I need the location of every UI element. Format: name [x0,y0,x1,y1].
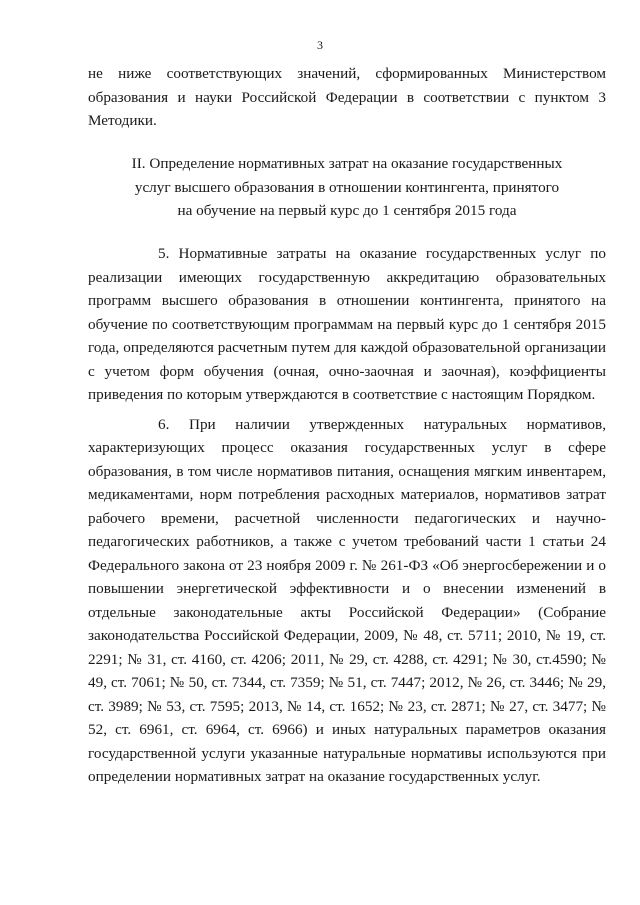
intro-paragraph: не ниже соответствующих значений, сформированных Министерством образования и науки Российской Федерации в соответствии с пунктом 3 Методики. [88,65,606,129]
section-heading [88,152,606,223]
section-heading-line-2: услуг высшего образования в отношении контингента, принятого [134,178,560,196]
section-heading-line-3: на обучение на первый курс до 1 сентября 2015 года [177,202,517,219]
paragraph-6: 6. При наличии утвержденных натуральных нормативов, характеризующих процесс оказания государственных услуг в сфере образования, в том числе нормативов питания, оснащения мягким инвентарем, медикаментами, норм потребления расходных материалов, нормативов затрат рабочего времени, расчетной численности педагогических и научно-педагогических работников, а также с учетом требований части 1 статьи 24 Федерального закона от 23 ноября 2009 г. № 261-ФЗ «Об энергосбережении и о повышении энергетической эффективности и о внесении изменений в отдельные законодательные акты Российской Федерации» (Собрание законодательства Российской Федерации, 2009, № 48, ст. 5711; 2010, № 19, ст. 2291; № 31, ст. 4160, ст. 4206; 2011, № 29, ст. 4288, ст. 4291; № 30, ст.4590; № 49, ст. 7061; № 50, ст. 7344, ст. 7359; № 51, ст. 7447; 2012, № 26, ст. 3446; № 29, ст. 3989; № 53, ст. 7595; 2013, № 14, ст. 1652; № 23, ст. 2871; № 27, ст. 3477; № 52, ст. 6961, ст. 6964, ст. 6966) и иных натуральных параметров оказания государственной услуги указанные натуральные нормативы используются при определении нормативных затрат на оказание государственных услуг. [88,415,606,785]
body-block [88,242,606,789]
paragraph-5: 5. Нормативные затраты на оказание государственных услуг по реализации имеющих государственную аккредитацию образовательных программ высшего образования в отношении контингента, принятого на обучение по соответствующим программам на первый курс до 1 сентября 2015 года, определяются расчетным путем для каждой образовательной организации с учетом форм обучения (очная, очно-заочная и заочная), коэффициенты приведения по которым утверждаются в соответствие с настоящим Порядком. [88,245,606,403]
intro-block [88,62,606,133]
section-heading-line-1: II. Определение нормативных затрат на оказание государственных [131,155,563,172]
page-number: 3 [317,38,323,52]
